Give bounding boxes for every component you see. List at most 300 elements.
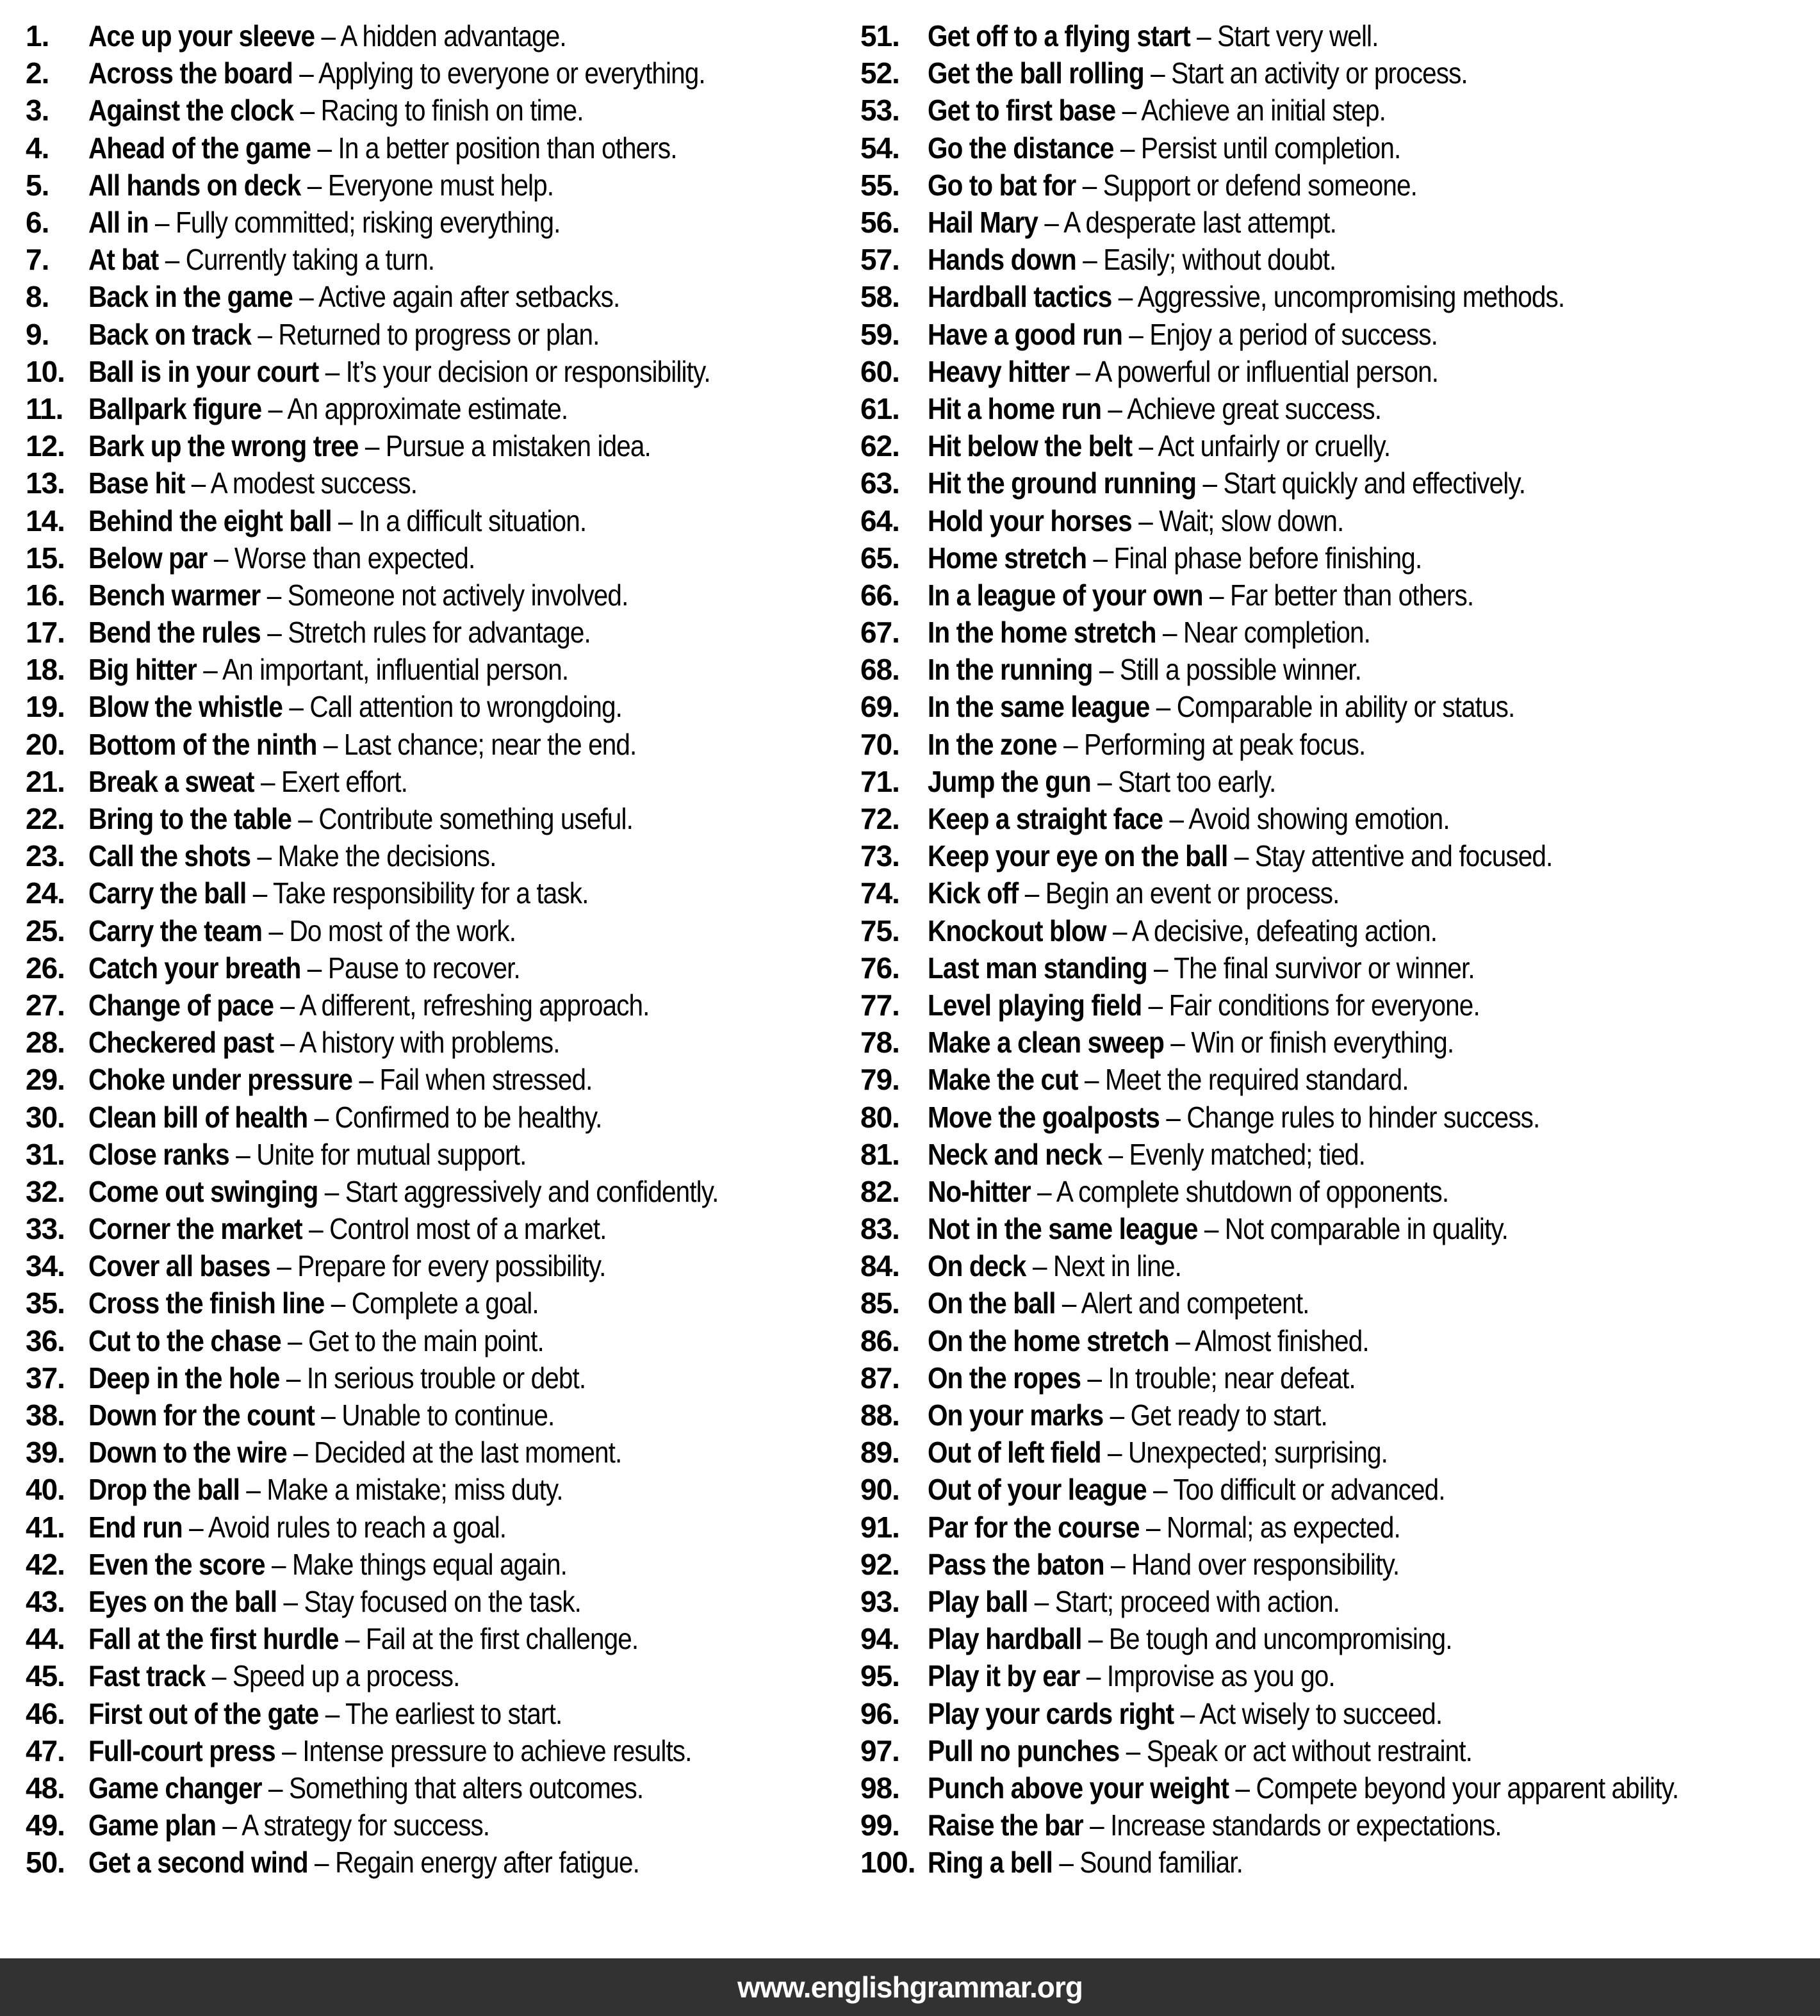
item-text: [88, 578, 628, 612]
item-number: 71.: [860, 764, 899, 798]
item-text: [928, 578, 1473, 612]
item-number: 36.: [26, 1324, 65, 1357]
list-item: [26, 1807, 858, 1844]
item-definition: Performing at peak focus.: [1084, 727, 1366, 761]
item-number: 75.: [860, 914, 899, 947]
list-item: [26, 1359, 858, 1397]
item-definition: A powerful or influential person.: [1095, 354, 1439, 388]
item-text: [88, 354, 710, 389]
item-idiom: Get the ball rolling: [928, 56, 1144, 90]
item-text: [928, 1808, 1502, 1842]
item-idiom: Keep a straight face: [928, 802, 1163, 836]
item-separator: –: [1026, 1249, 1053, 1283]
list-item: [26, 874, 858, 912]
item-idiom: Fall at the first hurdle: [88, 1622, 339, 1656]
list-item: [860, 1434, 1820, 1471]
list-item: [26, 1694, 858, 1732]
item-text: [928, 1733, 1472, 1768]
item-number: 5.: [26, 168, 49, 202]
item-text: [928, 317, 1438, 352]
item-text: [88, 1510, 506, 1545]
item-idiom: All in: [88, 206, 149, 240]
item-separator: –: [300, 951, 328, 985]
item-separator: –: [1160, 1100, 1187, 1134]
item-definition: Comparable in ability or status.: [1176, 690, 1515, 724]
item-definition: Start an activity or process.: [1171, 56, 1468, 90]
idiom-list-column-left: [26, 17, 858, 1881]
item-idiom: Get a second wind: [88, 1846, 308, 1880]
item-number: 61.: [860, 391, 899, 425]
item-separator: –: [277, 1584, 304, 1618]
list-item: [26, 1471, 858, 1508]
item-separator: –: [1056, 727, 1085, 761]
item-idiom: Keep your eye on the ball: [928, 839, 1228, 873]
item-number: 53.: [860, 94, 899, 127]
list-item: [860, 1284, 1820, 1322]
item-text: [88, 429, 651, 463]
list-item: [26, 1583, 858, 1620]
list-item: [860, 1844, 1820, 1881]
item-idiom: Ballpark figure: [88, 391, 262, 425]
item-separator: –: [1139, 1510, 1167, 1544]
item-idiom: Raise the bar: [928, 1808, 1083, 1842]
item-idiom: On the home stretch: [928, 1324, 1169, 1357]
item-number: 37.: [26, 1361, 65, 1395]
item-idiom: Across the board: [88, 56, 293, 90]
item-separator: –: [1038, 206, 1064, 240]
list-item: [860, 912, 1820, 949]
item-definition: Still a possible winner.: [1119, 653, 1362, 687]
list-item: [26, 688, 858, 725]
item-text: [928, 615, 1370, 650]
item-text: [928, 1845, 1243, 1880]
item-idiom: Change of pace: [88, 988, 274, 1022]
item-separator: –: [1119, 1733, 1147, 1767]
list-item: [26, 1173, 858, 1210]
item-definition: Racing to finish on time.: [320, 94, 584, 127]
list-item: [26, 912, 858, 949]
item-number: 16.: [26, 578, 65, 612]
item-number: 23.: [26, 839, 65, 873]
item-number: 95.: [860, 1659, 899, 1693]
item-separator: –: [314, 1398, 342, 1432]
item-number: 41.: [26, 1510, 65, 1544]
item-number: 28.: [26, 1026, 65, 1060]
list-item: [860, 241, 1820, 278]
list-item: [26, 1024, 858, 1061]
item-text: [88, 914, 516, 948]
item-idiom: Last man standing: [928, 951, 1147, 985]
item-separator: –: [1106, 914, 1132, 947]
item-text: [88, 1100, 602, 1135]
list-item: [860, 1397, 1820, 1434]
item-number: 78.: [860, 1026, 899, 1060]
item-number: 30.: [26, 1100, 65, 1134]
item-text: [928, 279, 1564, 314]
item-separator: –: [1149, 690, 1177, 724]
item-idiom: Pass the baton: [928, 1547, 1104, 1581]
item-idiom: Bench warmer: [88, 578, 261, 612]
item-text: [88, 689, 622, 724]
item-idiom: Knockout blow: [928, 914, 1106, 947]
item-text: [88, 541, 475, 575]
item-number: 44.: [26, 1622, 65, 1656]
list-item: [860, 874, 1820, 912]
item-number: 65.: [860, 541, 899, 575]
item-separator: –: [205, 1659, 233, 1693]
item-idiom: Drop the ball: [88, 1473, 240, 1507]
item-definition: Increase standards or expectations.: [1110, 1808, 1502, 1842]
item-text: [88, 1808, 489, 1842]
list-item: [860, 1210, 1820, 1247]
item-definition: Achieve great success.: [1127, 391, 1382, 425]
item-number: 22.: [26, 802, 65, 836]
item-idiom: Hold your horses: [928, 504, 1132, 537]
item-definition: Easily; without doubt.: [1103, 243, 1336, 277]
item-idiom: Hit a home run: [928, 391, 1102, 425]
item-separator: –: [358, 429, 386, 463]
item-idiom: Checkered past: [88, 1026, 274, 1060]
item-idiom: Full-court press: [88, 1733, 275, 1767]
item-definition: Speak or act without restraint.: [1146, 1733, 1473, 1767]
list-item: [860, 1136, 1820, 1173]
item-number: 99.: [860, 1808, 899, 1842]
item-idiom: Carry the ball: [88, 876, 247, 910]
item-separator: –: [260, 578, 288, 612]
item-separator: –: [260, 616, 288, 650]
list-item: [860, 763, 1820, 800]
item-definition: Fair conditions for everyone.: [1168, 988, 1480, 1022]
item-number: 83.: [860, 1212, 899, 1246]
list-item: [860, 1247, 1820, 1284]
item-text: [88, 1249, 606, 1283]
item-definition: Alert and competent.: [1081, 1286, 1309, 1320]
item-definition: Avoid rules to reach a goal.: [208, 1510, 507, 1544]
item-definition: Stay focused on the task.: [304, 1584, 582, 1618]
item-text: [928, 131, 1400, 165]
item-number: 24.: [26, 876, 65, 910]
item-separator: –: [1103, 1398, 1131, 1432]
item-text: [88, 951, 520, 985]
item-separator: –: [1086, 541, 1114, 575]
item-definition: A decisive, defeating action.: [1131, 914, 1438, 947]
list-item: [860, 949, 1820, 987]
item-separator: –: [1076, 243, 1104, 277]
item-idiom: Punch above your weight: [928, 1771, 1229, 1805]
list-item: [26, 1434, 858, 1471]
item-definition: Hand over responsibility.: [1131, 1547, 1400, 1581]
item-number: 74.: [860, 876, 899, 910]
item-text: [928, 354, 1438, 389]
item-definition: Get to the main point.: [308, 1324, 544, 1357]
item-number: 6.: [26, 206, 49, 240]
list-item: [26, 1284, 858, 1322]
item-text: [88, 876, 588, 910]
item-separator: –: [283, 690, 310, 724]
item-separator: –: [300, 168, 328, 202]
item-definition: In trouble; near defeat.: [1108, 1361, 1356, 1395]
list-item: [860, 1546, 1820, 1583]
item-text: [88, 1025, 560, 1060]
item-text: [928, 205, 1336, 240]
item-text: [88, 839, 496, 873]
item-definition: An important, influential person.: [222, 653, 569, 687]
item-text: [928, 1510, 1400, 1545]
list-item: [26, 17, 858, 54]
list-item: [26, 1061, 858, 1098]
list-item: [26, 353, 858, 390]
item-text: [88, 242, 434, 277]
item-idiom: Cover all bases: [88, 1249, 270, 1283]
item-idiom: No-hitter: [928, 1174, 1031, 1208]
item-number: 70.: [860, 727, 899, 761]
list-item: [860, 800, 1820, 837]
item-separator: –: [1053, 1846, 1080, 1880]
item-separator: –: [246, 876, 274, 910]
item-separator: –: [311, 131, 338, 165]
item-separator: –: [1227, 839, 1255, 873]
item-idiom: Back on track: [88, 317, 252, 351]
list-item: [860, 1620, 1820, 1657]
item-definition: A modest success.: [210, 466, 418, 500]
item-text: [88, 1771, 643, 1805]
item-text: [88, 168, 553, 202]
item-separator: –: [286, 1436, 315, 1470]
list-item: [860, 688, 1820, 725]
item-text: [88, 1435, 621, 1470]
list-item: [860, 464, 1820, 502]
item-definition: Unexpected; surprising.: [1127, 1436, 1388, 1470]
item-number: 3.: [26, 94, 49, 127]
item-separator: –: [274, 988, 300, 1022]
item-definition: Be tough and uncompromising.: [1108, 1622, 1452, 1656]
item-number: 35.: [26, 1286, 65, 1320]
item-number: 51.: [860, 19, 899, 53]
item-number: 17.: [26, 616, 65, 650]
item-text: [928, 1659, 1335, 1693]
list-item: [26, 502, 858, 539]
item-definition: Stretch rules for advantage.: [288, 616, 591, 650]
item-definition: Worse than expected.: [234, 541, 475, 575]
item-definition: Regain energy after fatigue.: [335, 1846, 640, 1880]
list-item: [860, 427, 1820, 464]
item-number: 8.: [26, 280, 49, 314]
item-definition: Confirmed to be healthy.: [334, 1100, 602, 1134]
item-separator: –: [1055, 1286, 1081, 1320]
item-number: 58.: [860, 280, 899, 314]
item-separator: –: [1028, 1584, 1055, 1618]
item-idiom: Make a clean sweep: [928, 1026, 1164, 1060]
item-number: 84.: [860, 1249, 899, 1283]
item-idiom: Down to the wire: [88, 1436, 287, 1470]
list-item: [860, 837, 1820, 874]
item-separator: –: [1168, 1324, 1195, 1357]
list-item: [860, 1322, 1820, 1359]
item-definition: Act unfairly or cruelly.: [1158, 429, 1391, 463]
item-idiom: Deep in the hole: [88, 1361, 280, 1395]
list-item: [860, 1098, 1820, 1135]
list-item: [26, 92, 858, 129]
item-text: [88, 93, 584, 127]
item-separator: –: [1115, 94, 1142, 127]
item-idiom: Break a sweat: [88, 764, 254, 798]
item-definition: Start aggressively and confidently.: [345, 1174, 719, 1208]
item-number: 92.: [860, 1547, 899, 1581]
item-idiom: Choke under pressure: [88, 1063, 353, 1097]
item-definition: Returned to progress or plan.: [278, 317, 600, 351]
item-number: 46.: [26, 1696, 65, 1730]
list-item: [26, 278, 858, 315]
item-separator: –: [1131, 504, 1160, 537]
item-number: 94.: [860, 1622, 899, 1656]
item-number: 72.: [860, 802, 899, 836]
item-definition: Contribute something useful.: [318, 802, 634, 836]
item-number: 31.: [26, 1137, 65, 1171]
item-definition: Everyone must help.: [327, 168, 554, 202]
item-text: [928, 504, 1343, 538]
item-idiom: Neck and neck: [928, 1137, 1103, 1171]
item-text: [88, 19, 566, 53]
list-item: [26, 987, 858, 1024]
list-item: [860, 1509, 1820, 1546]
item-separator: –: [229, 1137, 257, 1171]
item-text: [928, 1137, 1365, 1172]
item-definition: Fail at the first challenge.: [365, 1622, 639, 1656]
item-text: [88, 1062, 592, 1097]
list-item: [860, 390, 1820, 427]
item-number: 76.: [860, 951, 899, 985]
item-idiom: Level playing field: [928, 988, 1142, 1022]
item-number: 97.: [860, 1733, 899, 1767]
item-idiom: Against the clock: [88, 94, 294, 127]
item-separator: –: [261, 1771, 290, 1805]
list-item: [860, 353, 1820, 390]
item-separator: –: [1083, 1808, 1111, 1842]
item-definition: Sound familiar.: [1079, 1846, 1243, 1880]
item-separator: –: [292, 56, 318, 90]
item-separator: –: [292, 280, 319, 314]
item-definition: Aggressive, uncompromising methods.: [1137, 280, 1565, 314]
item-definition: A history with problems.: [299, 1026, 560, 1060]
item-idiom: Cut to the chase: [88, 1324, 281, 1357]
item-definition: An approximate estimate.: [287, 391, 568, 425]
item-separator: –: [1144, 56, 1172, 90]
list-item: [860, 987, 1820, 1024]
item-number: 69.: [860, 690, 899, 724]
item-text: [928, 1100, 1539, 1135]
item-definition: Persist until completion.: [1140, 131, 1401, 165]
item-number: 73.: [860, 839, 899, 873]
item-definition: In serious trouble or debt.: [306, 1361, 586, 1395]
item-separator: –: [318, 1696, 345, 1730]
item-separator: –: [281, 1324, 309, 1357]
list-item: [860, 1359, 1820, 1397]
item-number: 4.: [26, 131, 49, 165]
item-definition: In a better position than others.: [338, 131, 677, 165]
item-separator: –: [279, 1361, 307, 1395]
item-number: 42.: [26, 1547, 65, 1581]
list-item: [26, 614, 858, 651]
item-text: [928, 1025, 1454, 1060]
item-separator: –: [265, 1547, 293, 1581]
item-text: [88, 988, 650, 1022]
item-idiom: Corner the market: [88, 1212, 302, 1246]
item-separator: –: [216, 1808, 242, 1842]
item-text: [928, 466, 1525, 500]
list-item: [26, 1210, 858, 1247]
item-definition: Start quickly and effectively.: [1223, 466, 1526, 500]
item-separator: –: [254, 764, 281, 798]
item-text: [928, 56, 1468, 90]
item-idiom: Have a good run: [928, 317, 1122, 351]
list-item: [26, 167, 858, 204]
item-text: [928, 876, 1339, 910]
list-item: [26, 464, 858, 502]
item-idiom: Jump the gun: [928, 764, 1091, 798]
item-separator: –: [251, 317, 279, 351]
item-idiom: Big hitter: [88, 653, 197, 687]
list-item: [860, 502, 1820, 539]
item-text: [88, 56, 705, 90]
item-definition: Someone not actively involved.: [287, 578, 628, 612]
item-number: 87.: [860, 1361, 899, 1395]
item-separator: –: [1190, 19, 1218, 53]
item-idiom: Down for the count: [88, 1398, 315, 1432]
item-idiom: Come out swinging: [88, 1174, 318, 1208]
item-idiom: Bring to the table: [88, 802, 292, 836]
list-item: [26, 1247, 858, 1284]
item-separator: –: [250, 839, 278, 873]
item-text: [928, 1174, 1448, 1209]
item-separator: –: [1163, 802, 1189, 836]
item-definition: Win or finish everything.: [1191, 1026, 1454, 1060]
item-text: [88, 652, 568, 687]
list-item: [860, 1657, 1820, 1694]
item-definition: Call attention to wrongdoing.: [309, 690, 622, 724]
item-definition: Enjoy a period of success.: [1149, 317, 1438, 351]
item-idiom: On your marks: [928, 1398, 1104, 1432]
item-number: 52.: [860, 56, 899, 90]
item-definition: Wait; slow down.: [1159, 504, 1344, 537]
item-definition: Not comparable in quality.: [1224, 1212, 1509, 1246]
item-separator: –: [270, 1249, 298, 1283]
item-separator: –: [318, 1174, 345, 1208]
item-idiom: Out of your league: [928, 1473, 1147, 1507]
item-number: 96.: [860, 1696, 899, 1730]
item-text: [928, 541, 1422, 575]
item-number: 85.: [860, 1286, 899, 1320]
item-number: 33.: [26, 1212, 65, 1246]
item-separator: –: [158, 243, 186, 277]
item-idiom: Close ranks: [88, 1137, 229, 1171]
item-number: 67.: [860, 616, 899, 650]
item-text: [928, 1621, 1452, 1656]
item-definition: Active again after setbacks.: [318, 280, 620, 314]
list-item: [26, 1657, 858, 1694]
list-item: [860, 167, 1820, 204]
item-number: 26.: [26, 951, 65, 985]
item-idiom: Play your cards right: [928, 1696, 1174, 1730]
item-number: 32.: [26, 1174, 65, 1208]
item-idiom: Hail Mary: [928, 206, 1038, 240]
item-definition: The earliest to start.: [345, 1696, 562, 1730]
item-text: [88, 1547, 567, 1582]
item-number: 38.: [26, 1398, 65, 1432]
item-number: 64.: [860, 504, 899, 537]
footer-bar: [0, 1958, 1820, 2016]
list-item: [860, 316, 1820, 353]
item-idiom: Ace up your sleeve: [88, 19, 315, 53]
